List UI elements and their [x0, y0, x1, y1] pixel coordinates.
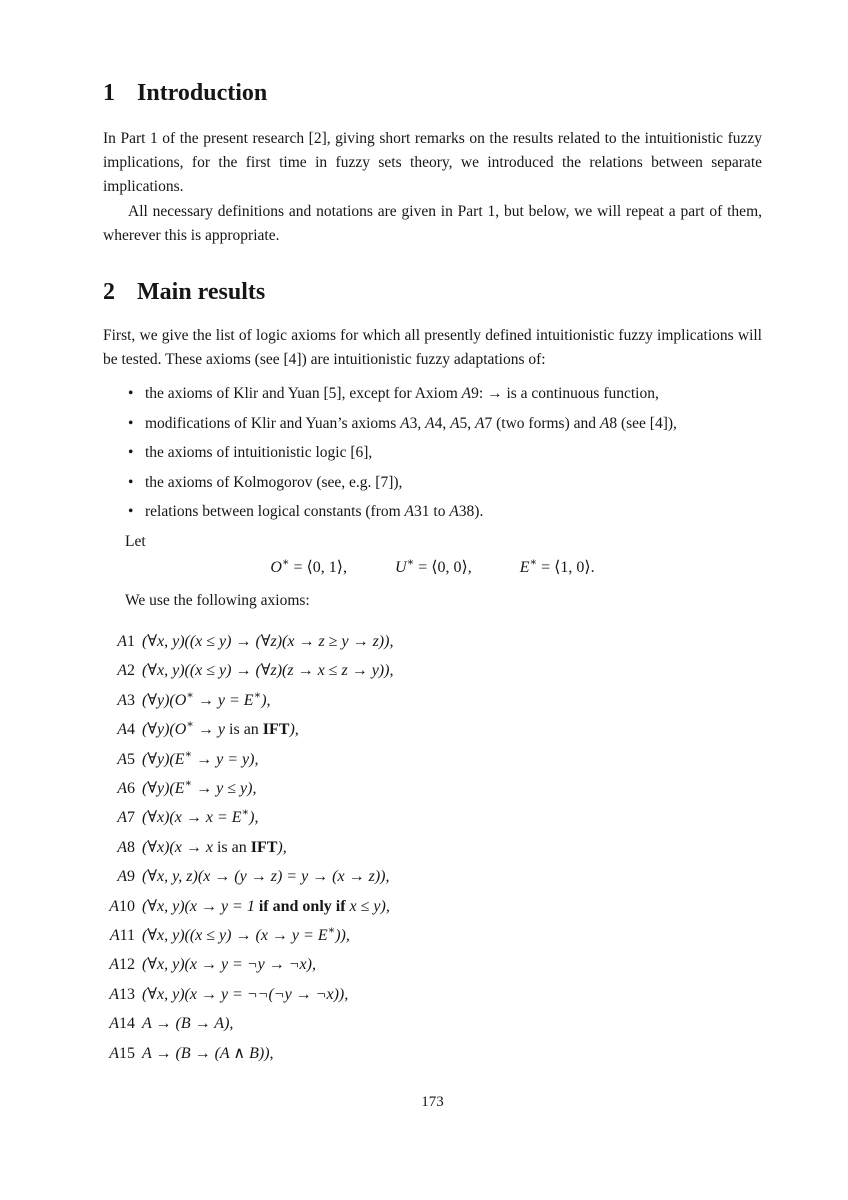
axiom-label: A10	[109, 897, 135, 915]
axiom-label: A6	[117, 779, 135, 797]
axiom-label: A8	[117, 838, 135, 856]
axiom-label: A15	[109, 1044, 135, 1062]
axiom-formula: (∀x)(x → x is an IFT),	[142, 838, 287, 856]
section-2-title: Main results	[137, 279, 266, 306]
constant-E-star: E∗ = ⟨1, 0⟩.	[519, 556, 595, 576]
axiom-formula: (∀y)(E∗ → y ≤ y),	[142, 777, 257, 797]
list-item	[103, 442, 762, 464]
list-item-text: the axioms of Kolmogorov (see, e.g. [7]),	[145, 473, 403, 491]
axiom-row	[103, 1009, 762, 1038]
axiom-label: A5	[117, 750, 135, 768]
list-item-text: the axioms of intuitionistic logic [6],	[145, 444, 373, 462]
axiom-formula: (∀x, y)(x → y = ¬y → ¬x),	[142, 956, 316, 974]
axiom-row	[103, 774, 762, 803]
axioms-list	[103, 627, 762, 1068]
constants-equation	[103, 555, 762, 581]
constant-U-star: U∗ = ⟨0, 0⟩,	[395, 556, 472, 576]
axiom-label: A1	[117, 632, 135, 650]
axiom-row	[103, 980, 762, 1009]
axiom-formula: (∀x, y)(x → y = ¬¬(¬y → ¬x)),	[142, 985, 349, 1003]
list-item	[103, 383, 762, 405]
axiom-row	[103, 656, 762, 685]
axiom-label: A12	[109, 956, 135, 974]
axiom-formula: (∀y)(O∗ → y is an IFT),	[142, 718, 299, 739]
axiom-label: A3	[117, 691, 135, 709]
list-item	[103, 472, 762, 494]
axiom-formula: A → (B → A),	[142, 1015, 234, 1033]
axiom-row	[103, 833, 762, 862]
axiom-formula: (∀x, y)((x ≤ y) → (x → y = E∗)),	[142, 924, 350, 944]
axiom-formula: (∀y)(E∗ → y = y),	[142, 748, 259, 768]
list-item-text: modifications of Klir and Yuan’s axioms A3, A4, A5, A7 (two forms) and A8 (see [4]),	[145, 414, 677, 432]
intro-paragraph-1: In Part 1 of the present research [2], giving short remarks on the results related to the intuitionistic fuzzy implications, for the first time in fuzzy sets theory, we introduced the relations between separate implications.	[103, 130, 762, 196]
axiom-formula: (∀x, y)((x ≤ y) → (∀z)(z → x ≤ z → y)),	[142, 662, 394, 680]
axiom-label: A14	[109, 1015, 135, 1033]
axiom-formula: (∀x)(x → x = E∗),	[142, 807, 259, 827]
axiom-row	[103, 862, 762, 891]
axiom-row	[103, 627, 762, 656]
page-number: 173	[421, 1094, 444, 1110]
axiom-formula: (∀x, y)((x ≤ y) → (∀z)(x → z ≥ y → z)),	[142, 632, 394, 650]
list-item-text: the axioms of Klir and Yuan [5], except for Axiom A9: → is a continuous function,	[145, 385, 659, 403]
axiom-row	[103, 921, 762, 950]
list-item	[103, 413, 762, 435]
intro-paragraph-2: All necessary definitions and notations are given in Part 1, but below, we will repeat a part of them, wherever this is appropriate.	[103, 202, 762, 244]
bullet-icon: •	[128, 385, 134, 403]
axiom-row	[103, 686, 762, 715]
bullet-icon: •	[128, 414, 134, 432]
bullet-icon: •	[128, 444, 134, 462]
let-label: Let	[125, 532, 146, 550]
axiom-formula: (∀y)(O∗ → y = E∗),	[142, 689, 271, 709]
axiom-row	[103, 892, 762, 921]
axiom-label: A7	[117, 809, 135, 827]
axiom-formula: (∀x, y, z)(x → (y → z) = y → (x → z)),	[142, 868, 390, 886]
axiom-label: A2	[117, 662, 135, 680]
main-paragraph-1: First, we give the list of logic axioms for which all presently defined intuitionistic fuzzy implications will be tested. These axioms (see [4]) are intuitionistic fuzzy adaptations of:	[103, 327, 762, 369]
list-item	[103, 501, 762, 523]
axiom-row	[103, 715, 762, 744]
section-2-number: 2	[103, 279, 115, 306]
axiom-label: A13	[109, 985, 135, 1003]
axiom-label: A4	[117, 721, 135, 739]
axiom-row	[103, 1039, 762, 1068]
list-item-text: relations between logical constants (from A31 to A38).	[145, 503, 484, 521]
axiom-row	[103, 950, 762, 979]
axiom-sources-list	[103, 383, 762, 523]
axiom-row	[103, 745, 762, 774]
section-2-heading	[103, 279, 762, 305]
axiom-label: A11	[109, 926, 135, 944]
axiom-formula: (∀x, y)(x → y = 1 if and only if x ≤ y),	[142, 897, 390, 915]
section-1-number: 1	[103, 80, 115, 106]
bullet-icon: •	[128, 503, 134, 521]
axiom-label: A9	[117, 868, 135, 886]
axiom-formula: A → (B → (A ∧ B)),	[142, 1044, 274, 1062]
section-1-heading	[103, 80, 762, 106]
section-1-title: Introduction	[137, 80, 268, 106]
axioms-intro-text: We use the following axioms:	[125, 591, 310, 609]
axiom-row	[103, 803, 762, 832]
constant-O-star: O∗ = ⟨0, 1⟩,	[270, 556, 348, 576]
bullet-icon: •	[128, 473, 134, 491]
